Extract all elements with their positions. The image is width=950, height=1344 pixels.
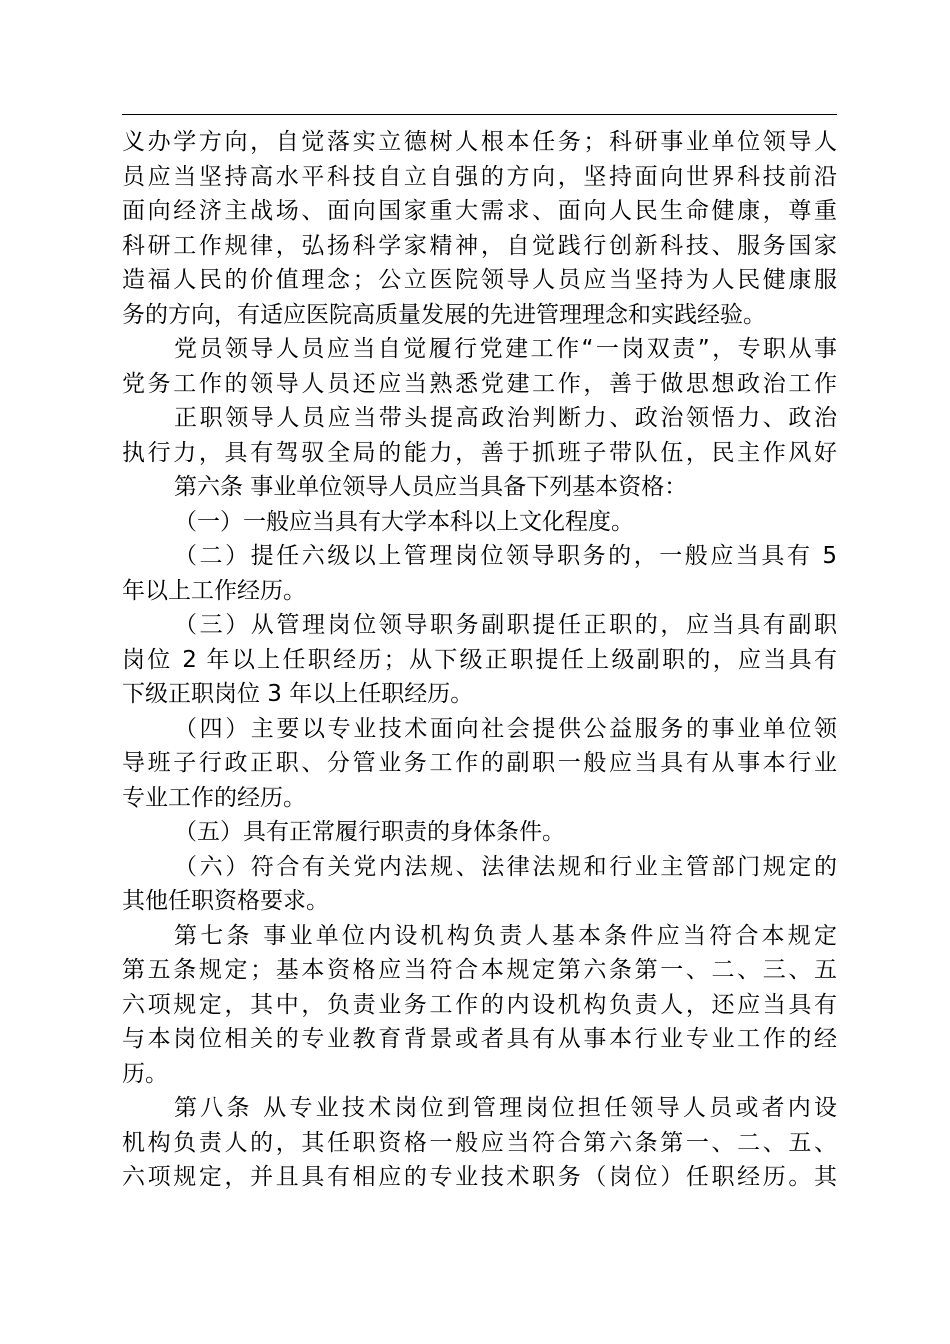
text-line: 科研工作规律，弘扬科学家精神，自觉践行创新科技、服务国家 bbox=[122, 232, 837, 259]
text-line: 专业工作的经历。 bbox=[122, 784, 306, 811]
text-line: 造福人民的价值理念；公立医院领导人员应当坚持为人民健康服 bbox=[122, 267, 837, 293]
text-line: 第七条 事业单位内设机构负责人基本条件应当符合本规定 bbox=[174, 922, 837, 949]
text-line: （一）一般应当具有大学本科以上文化程度。 bbox=[174, 508, 634, 535]
text-line: 第六条 事业单位领导人员应当具备下列基本资格： bbox=[174, 474, 688, 500]
text-line: 机构负责人的，其任职资格一般应当符合第六条第一、二、五、 bbox=[122, 1129, 837, 1156]
text-line: （三）从管理岗位领导职务副职提任正职的，应当具有副职 bbox=[174, 612, 837, 638]
text-line: 其他任职资格要求。 bbox=[122, 888, 329, 914]
header-rule bbox=[122, 114, 837, 115]
document-body bbox=[122, 125, 837, 1195]
text-line: 下级正职岗位 3 年以上任职经历。 bbox=[122, 681, 474, 707]
text-line: 党务工作的领导人员还应当熟悉党建工作，善于做思想政治工作 bbox=[122, 370, 837, 397]
text-line: （六）符合有关党内法规、法律法规和行业主管部门规定的 bbox=[174, 853, 837, 880]
text-line: 第八条 从专业技术岗位到管理岗位担任领导人员或者内设 bbox=[174, 1095, 837, 1121]
text-line: 六项规定，并且具有相应的专业技术职务（岗位）任职经历。其 bbox=[122, 1164, 837, 1190]
text-line: 岗位 2 年以上任职经历；从下级正职提任上级副职的，应当具有 bbox=[122, 646, 837, 673]
text-line: （五）具有正常履行职责的身体条件。 bbox=[174, 819, 565, 845]
text-line: 六项规定，其中，负责业务工作的内设机构负责人，还应当具有 bbox=[122, 991, 837, 1018]
text-line: 面向经济主战场、面向国家重大需求、面向人民生命健康，尊重 bbox=[122, 198, 837, 224]
text-line: （二）提任六级以上管理岗位领导职务的，一般应当具有 5 bbox=[174, 543, 837, 569]
text-line: 务的方向，有适应医院高质量发展的先进管理理念和实践经验。 bbox=[122, 301, 766, 328]
text-line: 历。 bbox=[122, 1060, 168, 1087]
text-line: 正职领导人员应当带头提高政治判断力、政治领悟力、政治 bbox=[174, 405, 837, 431]
text-line: （四）主要以专业技术面向社会提供公益服务的事业单位领 bbox=[174, 715, 837, 742]
text-line: 与本岗位相关的专业教育背景或者具有从事本行业专业工作的经 bbox=[122, 1026, 837, 1052]
text-line: 第五条规定；基本资格应当符合本规定第六条第一、二、三、五 bbox=[122, 957, 837, 983]
text-line: 执行力，具有驾驭全局的能力，善于抓班子带队伍，民主作风好 bbox=[122, 439, 837, 466]
text-line: 义办学方向，自觉落实立德树人根本任务；科研事业单位领导人 bbox=[122, 129, 837, 155]
text-line: 年以上工作经历。 bbox=[122, 577, 306, 604]
text-line: 导班子行政正职、分管业务工作的副职一般应当具有从事本行业 bbox=[122, 750, 837, 776]
text-line: 员应当坚持高水平科技自立自强的方向，坚持面向世界科技前沿 bbox=[122, 163, 837, 190]
text-line: 党员领导人员应当自觉履行党建工作“一岗双责”，专职从事 bbox=[174, 336, 837, 362]
